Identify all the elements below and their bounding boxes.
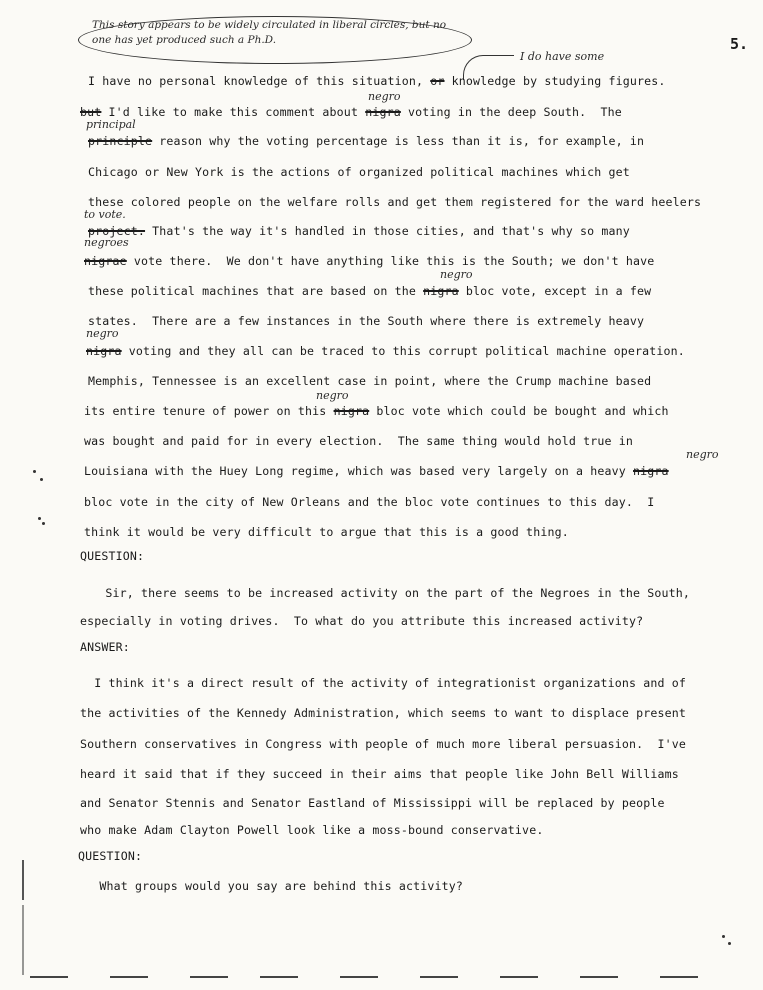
text-line: these political machines that are based on the nigra bloc vote, except in a few bbox=[88, 284, 652, 298]
handwritten-insert: negro bbox=[368, 90, 401, 103]
text-line: who make Adam Clayton Powell look like a moss-bound conservative. bbox=[80, 823, 544, 837]
text-line: Louisiana with the Huey Long regime, which was based very largely on a heavy nigra bbox=[84, 464, 669, 478]
struck-word: principle bbox=[88, 134, 153, 148]
text-line: the activities of the Kennedy Administration, which seems to want to displace present bbox=[80, 706, 687, 720]
text-line: and Senator Stennis and Senator Eastland of Mississippi will be replaced by people bbox=[80, 796, 665, 810]
page-edge-mark bbox=[340, 976, 378, 978]
text-line: I have no personal knowledge of this situation, or knowledge by studying figures. bbox=[88, 74, 666, 88]
struck-word: or bbox=[430, 74, 445, 88]
text-line: but I'd like to make this comment about nigra voting in the deep South. The bbox=[80, 105, 622, 119]
text-line: bloc vote in the city of New Orleans and the bloc vote continues to this day. I bbox=[84, 495, 655, 509]
page-edge-mark bbox=[30, 976, 68, 978]
text-line: especially in voting drives. To what do you attribute this increased activity? bbox=[80, 614, 644, 628]
text-line: heard it said that if they succeed in their aims that people like John Bell Williams bbox=[80, 767, 679, 781]
question-heading: QUESTION: bbox=[80, 549, 145, 563]
page-edge-mark bbox=[660, 976, 698, 978]
handwritten-insert: to vote. bbox=[84, 208, 126, 221]
text-line: these colored people on the welfare rolls and get them registered for the ward heelers bbox=[88, 195, 702, 209]
handwritten-insert: negro bbox=[686, 448, 719, 461]
text-line: its entire tenure of power on this nigra bloc vote which could be bought and which bbox=[84, 404, 669, 418]
scan-speck bbox=[728, 942, 731, 945]
text-line: Chicago or New York is the actions of organized political machines which get bbox=[88, 165, 630, 179]
page-edge-mark bbox=[190, 976, 228, 978]
question-heading: QUESTION: bbox=[78, 849, 143, 863]
handwritten-insert: principal bbox=[86, 118, 136, 131]
page-edge-mark bbox=[580, 976, 618, 978]
text-line: I think it's a direct result of the activity of integrationist organizations and of bbox=[80, 676, 687, 690]
scan-speck bbox=[40, 478, 43, 481]
answer-heading: ANSWER: bbox=[80, 640, 130, 654]
struck-word: but bbox=[80, 105, 102, 119]
struck-word: nigra bbox=[333, 404, 370, 418]
text-line: What groups would you say are behind this activity? bbox=[78, 879, 464, 893]
text-line: Memphis, Tennessee is an excellent case in point, where the Crump machine based bbox=[88, 374, 652, 388]
margin-mark bbox=[22, 860, 24, 900]
page-edge-mark bbox=[500, 976, 538, 978]
struck-word: nigra bbox=[633, 464, 669, 478]
text-line: Southern conservatives in Congress with people of much more liberal persuasion. I've bbox=[80, 737, 687, 751]
text-line: nigra voting and they all can be traced to this corrupt political machine operation. bbox=[86, 344, 685, 358]
struck-word: nigra bbox=[365, 105, 401, 119]
handwritten-insert: negroes bbox=[84, 236, 129, 249]
text-line: principle reason why the voting percentage is less than it is, for example, in bbox=[88, 134, 645, 148]
text-line: think it would be very difficult to argue that this is a good thing. bbox=[84, 525, 569, 539]
struck-word: nigra bbox=[423, 284, 459, 298]
page-edge-mark bbox=[420, 976, 458, 978]
handwritten-insert: negro bbox=[440, 268, 473, 281]
margin-mark bbox=[22, 905, 24, 975]
scan-speck bbox=[38, 517, 41, 520]
handwritten-insert: negro bbox=[316, 389, 349, 402]
page-number: 5. bbox=[730, 35, 749, 53]
scan-speck bbox=[42, 522, 45, 525]
text-line: Sir, there seems to be increased activity on the part of the Negroes in the South, bbox=[84, 586, 691, 600]
struck-word: nigrae bbox=[84, 254, 127, 268]
text-line: was bought and paid for in every election. The same thing would hold true in bbox=[84, 434, 634, 448]
handwritten-insert: negro bbox=[86, 327, 119, 340]
struck-word: project. bbox=[88, 224, 146, 238]
text-line: states. There are a few instances in the South where there is extremely heavy bbox=[88, 314, 645, 328]
scan-speck bbox=[722, 935, 725, 938]
page-edge-mark bbox=[260, 976, 298, 978]
handwritten-margin-note: I do have some bbox=[520, 50, 605, 63]
page-edge-mark bbox=[110, 976, 148, 978]
text-line: project. That's the way it's handled in those cities, and that's why so many bbox=[88, 224, 630, 238]
handwritten-oval-note: This story appears to be widely circulated in liberal circles, but no one has yet produced such a Ph.D. bbox=[92, 19, 447, 46]
struck-word: nigra bbox=[86, 344, 122, 358]
scan-speck bbox=[33, 470, 36, 473]
text-line: nigrae vote there. We don't have anything like this is the South; we don't have bbox=[84, 254, 655, 268]
